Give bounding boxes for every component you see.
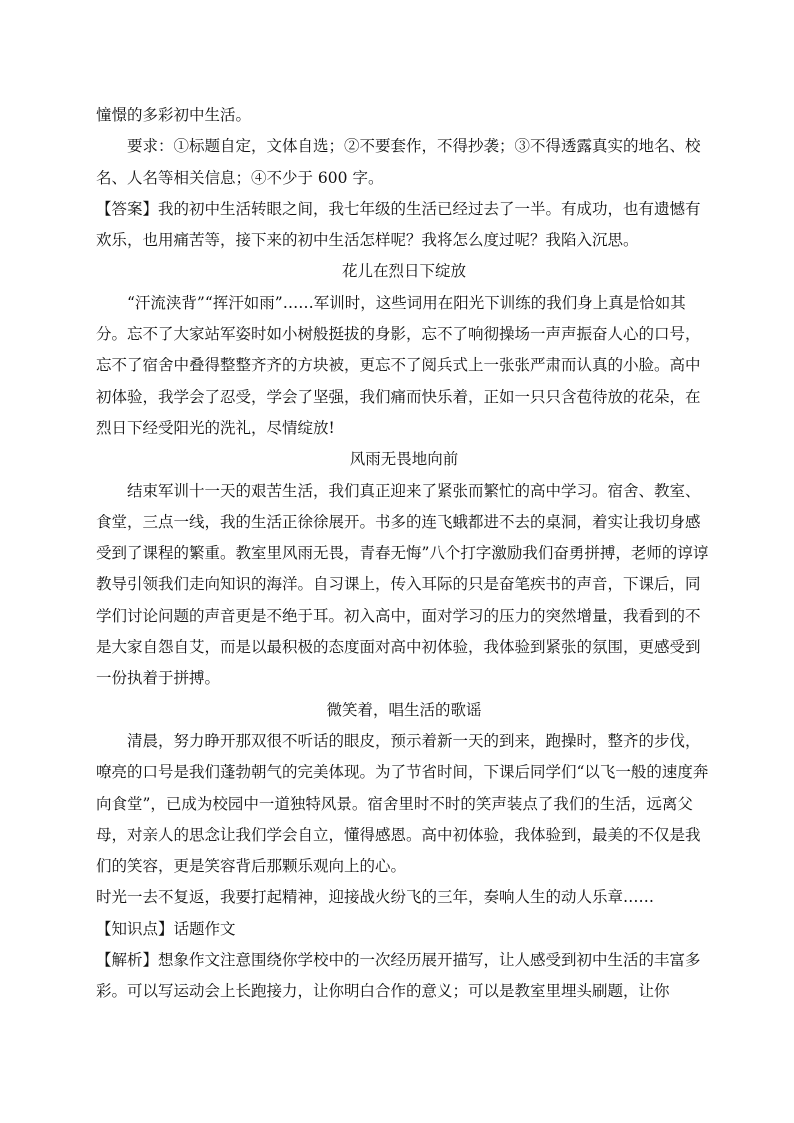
closing-line: 时光一去不复返，我要打起精神，迎接战火纷飞的三年，奏响人生的动人乐章…… <box>96 888 655 907</box>
knowledge-paragraph <box>96 914 712 945</box>
analysis-label: 【解析】 <box>96 951 159 970</box>
analysis-paragraph <box>96 945 712 1008</box>
section-heading-1: 花儿在烈日下绽放 <box>341 262 466 281</box>
answer-text: 我的初中生活转眼之间，我七年级的生活已经过去了一半。有成功，也有遗憾有欢乐，也用痛苦等，接下来的初中生活怎样呢？我将怎么度过呢？我陷入沉思。 <box>96 199 701 250</box>
answer-paragraph <box>96 194 712 257</box>
prompt-tail: 憧憬的多彩初中生活。 <box>96 106 252 124</box>
section-paragraph-3: 清晨，努力睁开那双很不听话的眼皮，预示着新一天的到来，跑操时，整齐的步伐，嘹亮的口号是我们蓬勃朝气的完美体现。为了节省时间，下课后同学们“以飞一般的速度奔向食堂”，已成为校园中一道独特风景。宿舍里时不时的笑声装点了我们的生活，远离父母，对亲人的思念让我们学会自立，懂得感恩。高中初体验，我体验到，最美的不仅是我们的笑容，更是笑容背后那颗乐观向上的心。 <box>96 731 709 876</box>
section-paragraph-1: “汗流浃背”“挥汗如雨”……军训时，这些词用在阳光下训练的我们身上真是恰如其分。忘不了大家站军姿时如小树般挺拔的身影，忘不了响彻操场一声声振奋人心的口号，忘不了宿舍中叠得整整齐齐的方块被，更忘不了阅兵式上一张张严肃而认真的小脸。高中初体验，我学会了忍受，学会了坚强，我们痛而快乐着，正如一只只含苞待放的花朵，在烈日下经受阳光的洗礼，尽情绽放! <box>96 293 701 437</box>
section-heading-3: 微笑着，唱生活的歌谣 <box>326 700 482 719</box>
knowledge-text: 话题作文 <box>173 919 236 938</box>
requirements-paragraph: 要求：①标题自定，文体自选；②不要套作，不得抄袭；③不得透露真实的地名、校名、人名等相关信息；④不少于 600 字。 <box>96 137 701 187</box>
document-body <box>96 100 712 1008</box>
section-heading-2: 风雨无畏地向前 <box>349 450 459 469</box>
analysis-text: 想象作文注意围绕你学校中的一次经历展开描写，让人感受到初中生活的丰富多彩。可以写运动会上长跑接力，让你明白合作的意义；可以是教室里埋头刷题，让你 <box>96 951 701 1001</box>
answer-label: 【答案】 <box>96 199 159 218</box>
section-paragraph-2: 结束军训十一天的艰苦生活，我们真正迎来了紧张而繁忙的高中学习。宿舍、教室、食堂，三点一线，我的生活正徐徐展开。书多的连飞蛾都进不去的桌洞，着实让我切身感受到了课程的繁重。教室里风雨无畏，青春无悔”八个打字激励我们奋勇拼搏，老师的谆谆教导引领我们走向知识的海洋。自习课上，传入耳际的只是奋笔疾书的声音，下课后，同学们讨论问题的声音更是不绝于耳。初入高中，面对学习的压力的突然增量，我看到的不是大家自怨自艾，而是以最积极的态度面对高中初体验，我体验到紧张的氛围，更感受到一份执着于拼搏。 <box>96 481 709 688</box>
knowledge-label: 【知识点】 <box>96 919 174 938</box>
